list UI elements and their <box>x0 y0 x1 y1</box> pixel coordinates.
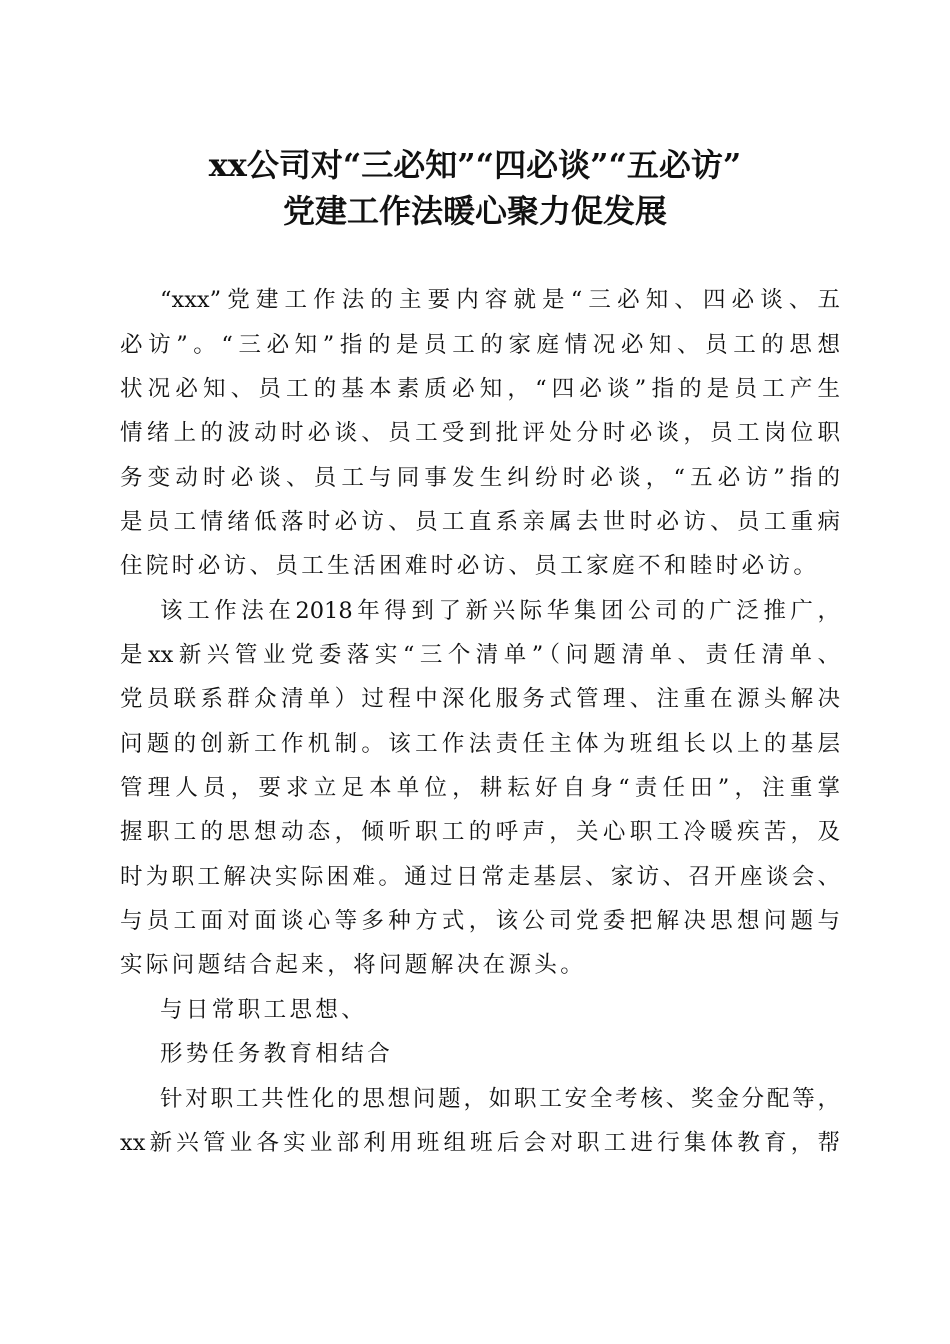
document-title-line-1: xx公司对“三必知”“四必谈”“五必访” <box>208 146 742 184</box>
body-line-12: 管理人员，要求立足本单位，耕耘好自身“责任田”，注重掌 <box>120 775 840 801</box>
body-line-8: 该工作法在2018年得到了新兴际华集团公司的广泛推广， <box>160 598 840 624</box>
body-line-11: 问题的创新工作机制。该工作法责任主体为班组长以上的基层 <box>120 731 840 757</box>
body-line-5: 务变动时必谈、员工与同事发生纠纷时必谈，“五必访”指的 <box>120 465 840 491</box>
section-heading-line-1: 与日常职工思想、 <box>160 997 368 1023</box>
body-line-3: 状况必知、员工的基本素质必知，“四必谈”指的是员工产生 <box>120 376 840 402</box>
body-line-1: “xxx”党建工作法的主要内容就是“三必知、四必谈、五 <box>160 287 840 313</box>
body-line-16: 实际问题结合起来，将问题解决在源头。 <box>120 952 587 978</box>
body-line-6: 是员工情绪低落时必访、员工直系亲属去世时必访、员工重病 <box>120 509 840 535</box>
section-heading-line-2: 形势任务教育相结合 <box>160 1041 394 1067</box>
body-line-17: 针对职工共性化的思想问题，如职工安全考核、奖金分配等， <box>160 1086 840 1112</box>
body-line-13: 握职工的思想动态，倾听职工的呼声，关心职工冷暖疾苦，及 <box>120 819 840 845</box>
document-title-line-2: 党建工作法暖心聚力促发展 <box>282 192 667 230</box>
body-line-2: 必访”。“三必知”指的是员工的家庭情况必知、员工的思想 <box>120 332 840 358</box>
body-line-14: 时为职工解决实际困难。通过日常走基层、家访、召开座谈会、 <box>120 864 840 890</box>
body-line-18: xx新兴管业各实业部利用班组班后会对职工进行集体教育，帮 <box>120 1130 840 1156</box>
body-line-4: 情绪上的波动时必谈、员工受到批评处分时必谈，员工岗位职 <box>120 420 840 446</box>
body-line-15: 与员工面对面谈心等多种方式，该公司党委把解决思想问题与 <box>120 908 840 934</box>
body-line-7: 住院时必访、员工生活困难时必访、员工家庭不和睦时必访。 <box>120 553 820 579</box>
body-line-10: 党员联系群众清单）过程中深化服务式管理、注重在源头解决 <box>120 686 840 712</box>
body-line-9: 是xx新兴管业党委落实“三个清单”（问题清单、责任清单、 <box>120 642 840 668</box>
